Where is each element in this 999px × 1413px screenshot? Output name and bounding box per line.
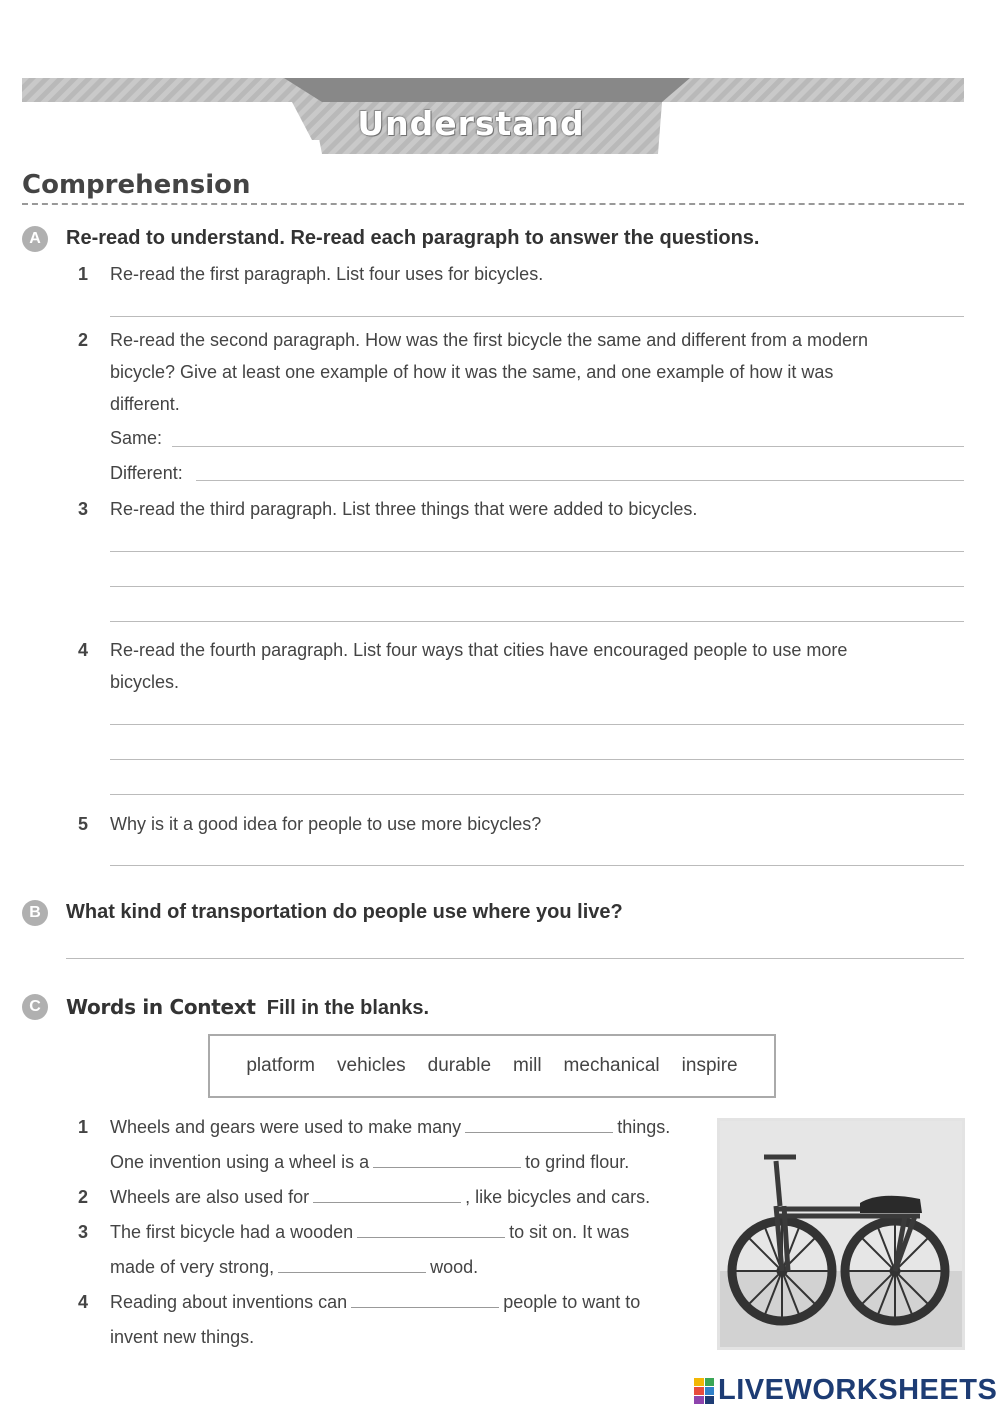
answer-line-q3[interactable] bbox=[110, 621, 964, 622]
part-c-instruction: Fill in the blanks. bbox=[266, 997, 430, 1019]
answer-line-different[interactable] bbox=[196, 480, 964, 481]
blank-field[interactable] bbox=[357, 1224, 505, 1238]
section-title: Comprehension bbox=[22, 170, 251, 200]
words-in-context-title: Words in Context bbox=[66, 995, 256, 1019]
sentence-text: Reading about inventions can bbox=[110, 1292, 348, 1312]
question-number: 2 bbox=[78, 330, 89, 350]
answer-line-same[interactable] bbox=[172, 446, 964, 447]
question-3-text: Re-read the third paragraph. List three things that were added to bicycles. bbox=[110, 499, 698, 519]
sentence-text: The first bicycle had a wooden bbox=[110, 1222, 354, 1242]
question-1-text: Re-read the first paragraph. List four uses for bicycles. bbox=[110, 264, 544, 284]
question-number: 4 bbox=[78, 640, 89, 660]
sentence-1 bbox=[110, 1111, 670, 1143]
question-number: 5 bbox=[78, 814, 89, 834]
question-2-line-3: different. bbox=[110, 394, 180, 414]
badge-a: A bbox=[22, 226, 48, 252]
word-bank-item: durable bbox=[427, 1055, 492, 1076]
sentence-text: Wheels and gears were used to make many bbox=[110, 1117, 462, 1137]
word-bank bbox=[208, 1034, 776, 1098]
sentence-text: people to want to bbox=[503, 1292, 641, 1312]
badge-b: B bbox=[22, 900, 48, 926]
blank-field[interactable] bbox=[465, 1119, 613, 1133]
sentence-text: to sit on. It was bbox=[509, 1222, 630, 1242]
different-label: Different: bbox=[110, 463, 183, 483]
sentence-1-cont bbox=[110, 1146, 629, 1178]
badge-c: C bbox=[22, 994, 48, 1020]
blank-field[interactable] bbox=[278, 1259, 426, 1273]
sentence-number: 3 bbox=[78, 1222, 89, 1242]
liveworksheets-icon bbox=[694, 1378, 714, 1404]
sentence-number: 4 bbox=[78, 1292, 89, 1312]
sentence-3 bbox=[110, 1216, 629, 1248]
bicycle-illustration bbox=[717, 1118, 965, 1350]
sentence-text: One invention using a wheel is a bbox=[110, 1152, 370, 1172]
liveworksheets-logo bbox=[694, 1374, 997, 1407]
word-bank-item: mill bbox=[513, 1055, 542, 1076]
answer-line-q1[interactable] bbox=[110, 316, 964, 317]
part-a-instruction: Re-read to understand. Re-read each paragraph to answer the questions. bbox=[66, 227, 760, 249]
question-5-text: Why is it a good idea for people to use more bicycles? bbox=[110, 814, 542, 834]
part-b-instruction: What kind of transportation do people use where you live? bbox=[66, 901, 623, 923]
question-4-line-2: bicycles. bbox=[110, 672, 180, 692]
question-number: 3 bbox=[78, 499, 89, 519]
sentence-text: things. bbox=[617, 1117, 671, 1137]
sentence-3-cont bbox=[110, 1251, 478, 1283]
answer-line-q4[interactable] bbox=[110, 794, 964, 795]
sentence-text: wood. bbox=[430, 1257, 479, 1277]
answer-line-q3[interactable] bbox=[110, 551, 964, 552]
sentence-4 bbox=[110, 1286, 640, 1318]
sentence-text: , like bicycles and cars. bbox=[465, 1187, 651, 1207]
blank-field[interactable] bbox=[351, 1294, 499, 1308]
answer-line-q3[interactable] bbox=[110, 586, 964, 587]
banner-title: Understand bbox=[357, 104, 585, 143]
sentence-text: to grind flour. bbox=[525, 1152, 630, 1172]
part-c-heading bbox=[66, 995, 429, 1020]
sentence-number: 1 bbox=[78, 1117, 89, 1137]
section-divider bbox=[22, 203, 964, 205]
answer-line-q5[interactable] bbox=[110, 865, 964, 866]
question-2-line-2: bicycle? Give at least one example of how it was the same, and one example of how it was bbox=[110, 362, 834, 382]
same-label: Same: bbox=[110, 428, 163, 448]
blank-field[interactable] bbox=[373, 1154, 521, 1168]
question-2-line-1: Re-read the second paragraph. How was the first bicycle the same and different from a modern bbox=[110, 330, 869, 350]
answer-line-q4[interactable] bbox=[110, 759, 964, 760]
word-bank-item: platform bbox=[246, 1055, 315, 1076]
word-bank-item: mechanical bbox=[563, 1055, 660, 1076]
sentence-text: made of very strong, bbox=[110, 1257, 275, 1277]
word-bank-item: inspire bbox=[681, 1055, 738, 1076]
question-number: 1 bbox=[78, 264, 89, 284]
question-4-line-1: Re-read the fourth paragraph. List four ways that cities have encouraged people to use more bbox=[110, 640, 848, 660]
sentence-2 bbox=[110, 1181, 650, 1213]
sentence-text: Wheels are also used for bbox=[110, 1187, 310, 1207]
blank-field[interactable] bbox=[313, 1189, 461, 1203]
brand-name: LIVEWORKSHEETS bbox=[718, 1374, 998, 1406]
sentence-4-cont: invent new things. bbox=[110, 1327, 255, 1347]
answer-line-b[interactable] bbox=[66, 958, 964, 959]
answer-line-q4[interactable] bbox=[110, 724, 964, 725]
word-bank-item: vehicles bbox=[337, 1055, 406, 1076]
sentence-number: 2 bbox=[78, 1187, 89, 1207]
